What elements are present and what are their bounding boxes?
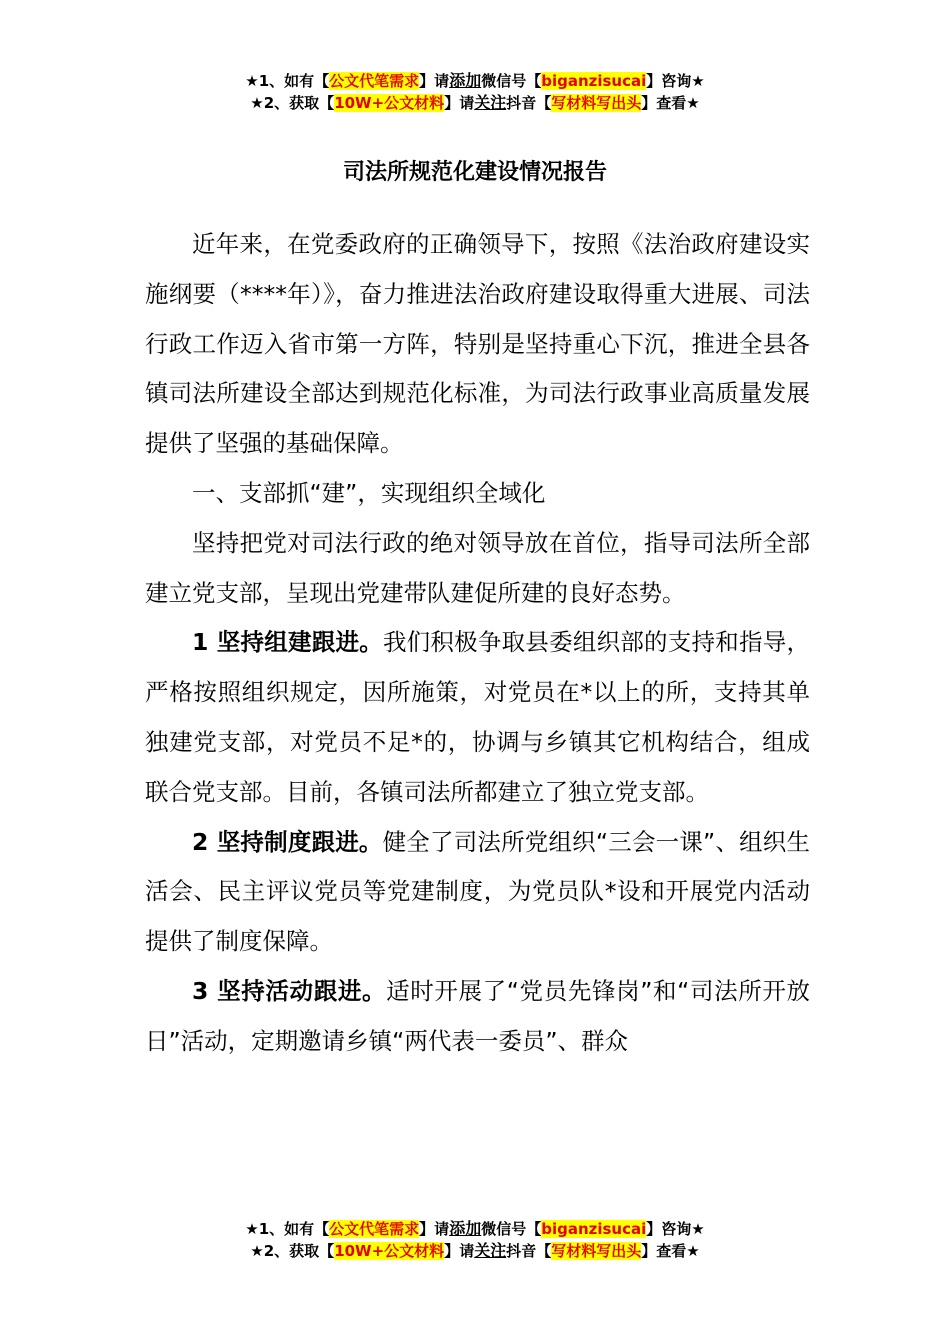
- item-1-text: 我们积极争取县委组织部的支持和指导，严格按照组织规定，因所施策，对党员在*以上的所，支持其单独建党支部，对党员不足*的，协调与乡镇其它机构结合，组成联合党支部。目前，各镇司法所都建立了独立党支部。: [145, 628, 810, 806]
- item-3-paragraph: [145, 967, 810, 1067]
- banner-text: 微信号【: [481, 1220, 542, 1238]
- banner-text: ★1、如有【: [245, 1220, 330, 1238]
- section-intro-paragraph: 坚持把党对司法行政的绝对领导放在首位，指导司法所全部建立党支部，呈现出党建带队建促所建的良好态势。: [145, 528, 810, 607]
- banner-text: 】查看★: [641, 94, 700, 112]
- banner-highlight: 公文代笔需求: [329, 72, 420, 90]
- banner-text: 抖音【: [506, 94, 552, 112]
- section-heading: 一、支部抓“建”，实现组织全域化: [192, 478, 546, 507]
- banner-text: 】咨询★: [646, 1220, 705, 1238]
- banner-text: 】请: [419, 1220, 450, 1238]
- banner-highlight: 公文代笔需求: [329, 1220, 420, 1238]
- banner-highlight: biganzisucai: [541, 72, 647, 90]
- banner-text: ★1、如有【: [245, 72, 330, 90]
- document-body: [145, 220, 810, 1067]
- banner-text: 】请: [419, 72, 450, 90]
- footer-banner: [0, 1218, 950, 1262]
- item-3-text: 适时开展了“党员先锋岗”和“司法所开放日”活动，定期邀请乡镇“两代表一委员”、群众: [145, 976, 810, 1055]
- banner-text: 】请: [444, 1242, 475, 1260]
- banner-line-1: [0, 70, 950, 92]
- banner-underline: 添加: [449, 71, 482, 90]
- banner-text: 】查看★: [641, 1242, 700, 1260]
- banner-line-2: [0, 1240, 950, 1262]
- banner-highlight: 10W+公文材料: [334, 1242, 445, 1260]
- banner-text: 】咨询★: [646, 72, 705, 90]
- banner-highlight: 写材料写出头: [551, 1242, 642, 1260]
- banner-underline: 添加: [449, 1219, 482, 1238]
- item-1-paragraph: [145, 618, 810, 817]
- banner-text: 微信号【: [481, 72, 542, 90]
- banner-text: ★2、获取【: [250, 94, 335, 112]
- item-2-text: 健全了司法所党组织“三会一课”、组织生活会、民主评议党员等党建制度，为党员队*设和开展党内活动提供了制度保障。: [145, 827, 810, 956]
- banner-highlight: biganzisucai: [541, 1220, 647, 1238]
- banner-text: ★2、获取【: [250, 1242, 335, 1260]
- banner-text: 】请: [444, 94, 475, 112]
- banner-line-1: [0, 1218, 950, 1240]
- banner-underline: 关注: [474, 93, 507, 112]
- item-2-lead: 2 坚持制度跟进。: [192, 827, 383, 856]
- banner-highlight: 10W+公文材料: [334, 94, 445, 112]
- item-3-lead: 3 坚持活动跟进。: [192, 976, 387, 1005]
- intro-paragraph: 近年来，在党委政府的正确领导下，按照《法治政府建设实施纲要（****年）》，奋力推进法治政府建设取得重大进展、司法行政工作迈入省市第一方阵，特别是坚持重心下沉，推进全县各镇司法所建设全部达到规范化标准，为司法行政事业高质量发展提供了坚强的基础保障。: [145, 230, 810, 458]
- item-2-paragraph: [145, 818, 810, 967]
- document-title: 司法所规范化建设情况报告: [342, 160, 607, 185]
- banner-highlight: 写材料写出头: [551, 94, 642, 112]
- header-banner: [0, 70, 950, 114]
- banner-underline: 关注: [474, 1241, 507, 1260]
- banner-line-2: [0, 92, 950, 114]
- item-1-lead: 1 坚持组建跟进。: [192, 628, 383, 657]
- banner-text: 抖音【: [506, 1242, 552, 1260]
